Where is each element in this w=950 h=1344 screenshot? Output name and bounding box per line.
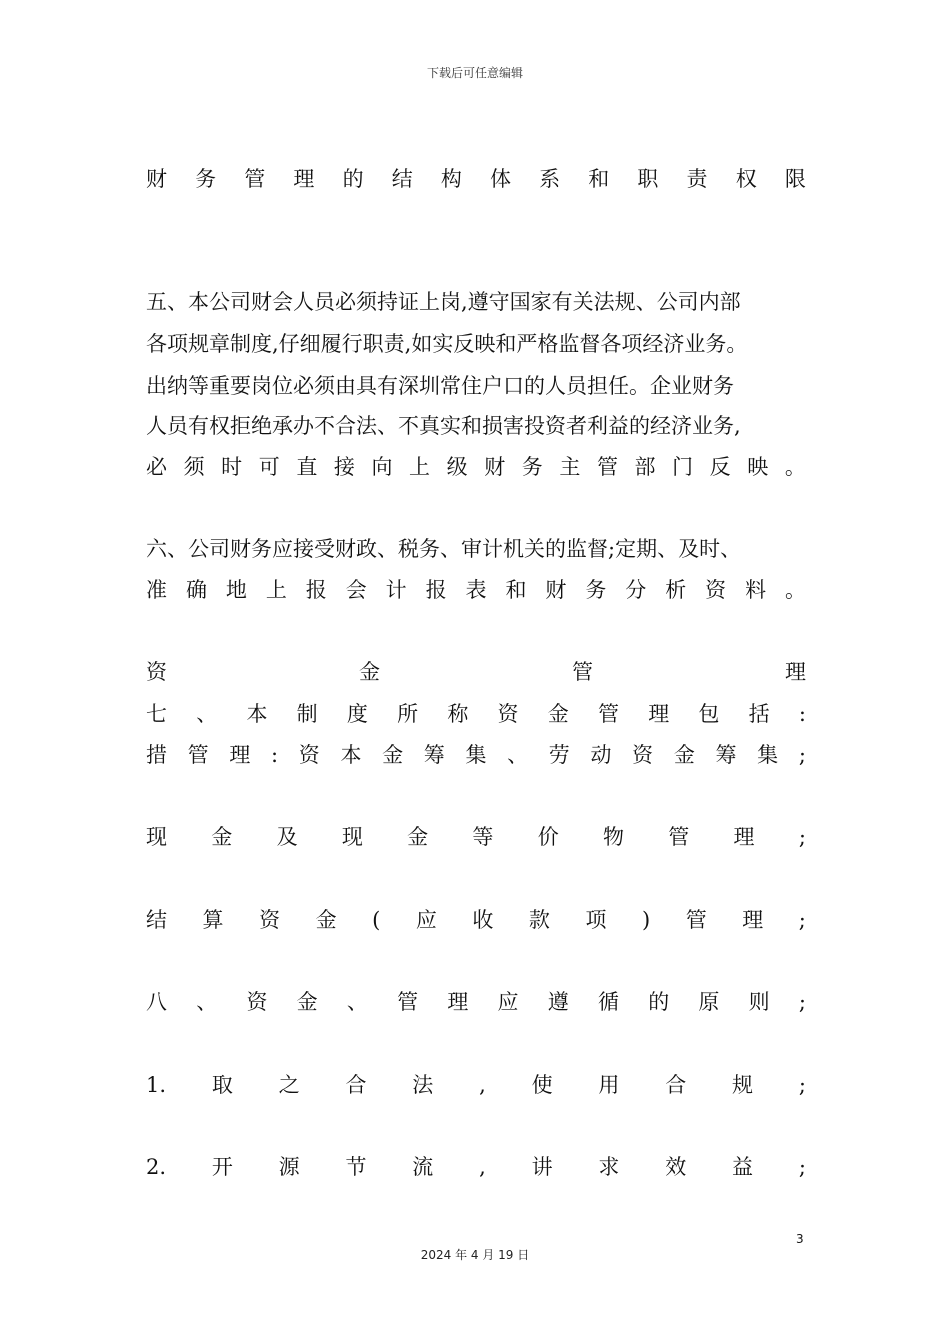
character: 措 bbox=[146, 743, 167, 767]
character: 集 bbox=[465, 743, 487, 767]
paragraph-line bbox=[146, 821, 806, 853]
character: 项 bbox=[585, 908, 607, 932]
character: 劳 bbox=[548, 743, 570, 767]
character: 及 bbox=[276, 825, 298, 849]
list-item bbox=[146, 1151, 806, 1183]
section-heading bbox=[146, 656, 806, 688]
character: 等 bbox=[472, 825, 494, 849]
character: 效 bbox=[665, 1155, 687, 1179]
character: 资 bbox=[497, 702, 519, 726]
character: 2. bbox=[146, 1155, 167, 1179]
character: 和 bbox=[505, 578, 527, 602]
paragraph-line bbox=[146, 574, 806, 606]
character: 管 bbox=[244, 167, 266, 191]
character: 上 bbox=[265, 578, 287, 602]
character: 必 bbox=[146, 455, 167, 479]
character: 准 bbox=[146, 578, 167, 602]
character: 使 bbox=[531, 1073, 553, 1097]
page-number: 3 bbox=[796, 1232, 804, 1246]
character: 理 bbox=[229, 743, 251, 767]
character: 直 bbox=[296, 455, 318, 479]
character: 取 bbox=[211, 1073, 233, 1097]
character: 讲 bbox=[531, 1155, 553, 1179]
paragraph-line bbox=[146, 986, 806, 1018]
character: 本 bbox=[340, 743, 362, 767]
character: 时 bbox=[221, 455, 243, 479]
character: 包 bbox=[698, 702, 720, 726]
character: 资 bbox=[259, 908, 281, 932]
character: 结 bbox=[391, 167, 413, 191]
paragraph-line: 六、公司财务应接受财政、税务、审计机关的监督;定期、及时、 bbox=[146, 537, 742, 561]
character: 收 bbox=[472, 908, 494, 932]
character: 管 bbox=[572, 660, 593, 684]
character: 管 bbox=[597, 702, 619, 726]
character: 资 bbox=[705, 578, 727, 602]
character: 原 bbox=[698, 990, 720, 1014]
character: 合 bbox=[345, 1073, 367, 1097]
character: : bbox=[798, 702, 806, 726]
character: 会 bbox=[345, 578, 367, 602]
character: 和 bbox=[588, 167, 610, 191]
character: 管 bbox=[187, 743, 209, 767]
character: 益 bbox=[732, 1155, 754, 1179]
character: 求 bbox=[598, 1155, 620, 1179]
character: 体 bbox=[489, 167, 511, 191]
character: 主 bbox=[559, 455, 581, 479]
character: ) bbox=[641, 908, 651, 932]
character: 结 bbox=[146, 908, 167, 932]
character: 职 bbox=[637, 167, 659, 191]
character: 理 bbox=[648, 702, 670, 726]
character: 制 bbox=[296, 702, 318, 726]
character: 遵 bbox=[547, 990, 569, 1014]
character: 括 bbox=[748, 702, 770, 726]
character: , bbox=[479, 1073, 486, 1097]
character: 开 bbox=[211, 1155, 233, 1179]
character: 。 bbox=[785, 578, 806, 602]
character: 金 bbox=[359, 660, 380, 684]
character: 析 bbox=[665, 578, 687, 602]
character: ; bbox=[798, 908, 806, 932]
character: 款 bbox=[528, 908, 550, 932]
character: 金 bbox=[382, 743, 404, 767]
character: 资 bbox=[146, 660, 167, 684]
page-header: 下载后可任意编辑 bbox=[426, 66, 523, 80]
character: ; bbox=[798, 1073, 806, 1097]
character: 度 bbox=[346, 702, 368, 726]
character: 节 bbox=[345, 1155, 367, 1179]
character: 1. bbox=[146, 1073, 167, 1097]
paragraph-line: 出纳等重要岗位必须由具有深圳常住户口的人员担任。企业财务 bbox=[146, 374, 734, 398]
character: ; bbox=[798, 1155, 806, 1179]
character: 部 bbox=[634, 455, 656, 479]
character: 筹 bbox=[423, 743, 445, 767]
character: 金 bbox=[211, 825, 233, 849]
character: 价 bbox=[537, 825, 559, 849]
character: 现 bbox=[146, 825, 167, 849]
character: 。 bbox=[784, 455, 806, 479]
character: , bbox=[479, 1155, 486, 1179]
character: 财 bbox=[146, 167, 167, 191]
character: 理 bbox=[733, 825, 755, 849]
character: 应 bbox=[415, 908, 437, 932]
paragraph-line: 各项规章制度,仔细履行职责,如实反映和严格监督各项经济业务。 bbox=[146, 332, 748, 356]
page-footer-date: 2024 年 4 月 19 日 bbox=[420, 1248, 530, 1262]
character: ; bbox=[798, 825, 806, 849]
character: 资 bbox=[298, 743, 320, 767]
character: 合 bbox=[665, 1073, 687, 1097]
character: 反 bbox=[709, 455, 731, 479]
character: 管 bbox=[397, 990, 419, 1014]
character: 管 bbox=[685, 908, 707, 932]
character: 源 bbox=[278, 1155, 300, 1179]
character: 料 bbox=[745, 578, 767, 602]
character: 资 bbox=[632, 743, 654, 767]
character: 确 bbox=[185, 578, 207, 602]
character: 法 bbox=[412, 1073, 434, 1097]
character: 金 bbox=[296, 990, 318, 1014]
character: 财 bbox=[545, 578, 567, 602]
character: 管 bbox=[596, 455, 618, 479]
character: 金 bbox=[315, 908, 337, 932]
character: 务 bbox=[521, 455, 543, 479]
character: 的 bbox=[342, 167, 364, 191]
character: 用 bbox=[598, 1073, 620, 1097]
character: 所 bbox=[397, 702, 419, 726]
character: 理 bbox=[293, 167, 315, 191]
character: 责 bbox=[686, 167, 708, 191]
character: 务 bbox=[195, 167, 217, 191]
character: 则 bbox=[748, 990, 770, 1014]
character: 之 bbox=[278, 1073, 300, 1097]
character: 金 bbox=[407, 825, 429, 849]
character: 分 bbox=[625, 578, 647, 602]
character: 的 bbox=[648, 990, 670, 1014]
character: 八 bbox=[146, 990, 167, 1014]
paragraph-line bbox=[146, 904, 806, 936]
character: 流 bbox=[412, 1155, 434, 1179]
character: 应 bbox=[497, 990, 519, 1014]
character: 本 bbox=[246, 702, 268, 726]
character: ; bbox=[798, 990, 806, 1014]
character: 管 bbox=[668, 825, 690, 849]
character: 金 bbox=[673, 743, 695, 767]
list-item bbox=[146, 1069, 806, 1101]
character: 、 bbox=[346, 990, 368, 1014]
character: 规 bbox=[732, 1073, 754, 1097]
character: 表 bbox=[465, 578, 487, 602]
character: 、 bbox=[196, 702, 218, 726]
character: 动 bbox=[590, 743, 612, 767]
character: ( bbox=[372, 908, 381, 932]
character: 映 bbox=[747, 455, 769, 479]
paragraph-line bbox=[146, 698, 806, 730]
paragraph-line: 人员有权拒绝承办不合法、不真实和损害投资者利益的经济业务, bbox=[146, 414, 741, 438]
character: 报 bbox=[425, 578, 447, 602]
character: 资 bbox=[246, 990, 268, 1014]
character: 现 bbox=[341, 825, 363, 849]
character: 计 bbox=[385, 578, 407, 602]
character: 物 bbox=[602, 825, 624, 849]
character: 、 bbox=[196, 990, 218, 1014]
character: 循 bbox=[597, 990, 619, 1014]
character: 级 bbox=[446, 455, 468, 479]
section-title bbox=[146, 163, 806, 195]
paragraph-line: 五、本公司财会人员必须持证上岗,遵守国家有关法规、公司内部 bbox=[146, 290, 741, 314]
character: 务 bbox=[585, 578, 607, 602]
character: 接 bbox=[333, 455, 355, 479]
character: 七 bbox=[146, 702, 167, 726]
character: 地 bbox=[225, 578, 247, 602]
paragraph-line bbox=[146, 451, 806, 483]
character: 报 bbox=[305, 578, 327, 602]
character: ; bbox=[798, 743, 806, 767]
character: 限 bbox=[784, 167, 806, 191]
character: 向 bbox=[371, 455, 393, 479]
character: 称 bbox=[447, 702, 469, 726]
character: 、 bbox=[507, 743, 529, 767]
character: 理 bbox=[785, 660, 806, 684]
character: 门 bbox=[672, 455, 694, 479]
character: 可 bbox=[258, 455, 280, 479]
character: 金 bbox=[547, 702, 569, 726]
character: 财 bbox=[484, 455, 506, 479]
character: 上 bbox=[409, 455, 431, 479]
character: 理 bbox=[447, 990, 469, 1014]
character: 集 bbox=[757, 743, 779, 767]
paragraph-line bbox=[146, 739, 806, 771]
character: 算 bbox=[202, 908, 224, 932]
character: 权 bbox=[735, 167, 757, 191]
character: 须 bbox=[183, 455, 205, 479]
character: 理 bbox=[742, 908, 764, 932]
character: : bbox=[271, 743, 279, 767]
character: 系 bbox=[539, 167, 561, 191]
character: 筹 bbox=[715, 743, 737, 767]
character: 构 bbox=[440, 167, 462, 191]
